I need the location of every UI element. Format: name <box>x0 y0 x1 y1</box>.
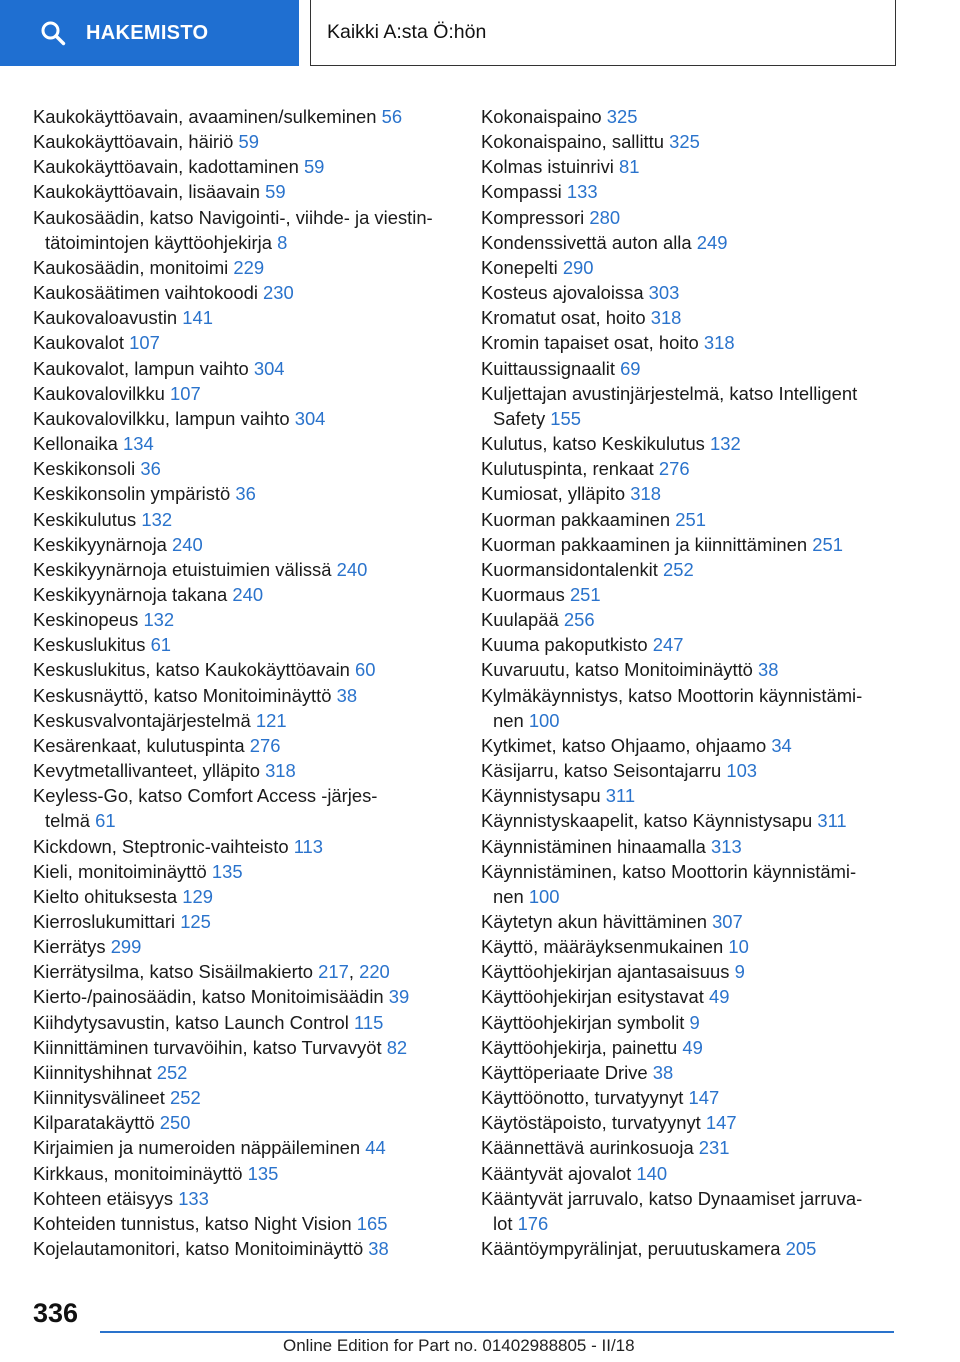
index-term: Kuljettajan avustinjärjestelmä, katso Intelligent <box>481 382 858 404</box>
index-entry <box>33 154 453 179</box>
page-link[interactable]: 229 <box>233 256 265 278</box>
index-term: Kaukovalot, lampun vaihto <box>33 357 249 379</box>
page-link[interactable]: 325 <box>606 106 638 127</box>
page-link[interactable]: 276 <box>658 458 690 480</box>
page-link[interactable]: 141 <box>182 307 213 329</box>
page-link[interactable]: 82 <box>386 1036 408 1058</box>
page-link[interactable]: 38 <box>336 684 358 706</box>
index-entry <box>481 1035 901 1060</box>
index-term: Kääntyvät jarruvalo, katso Dynaamiset jarruva- <box>481 1187 863 1209</box>
index-entry <box>481 1060 901 1085</box>
page-link[interactable]: 69 <box>620 357 641 379</box>
index-term-continuation: tätoimintojen käyttöohjekirja <box>45 231 272 253</box>
index-term: Kuormaus <box>481 583 565 605</box>
page-link[interactable]: 318 <box>265 760 296 782</box>
index-term: Käyttöohjekirjan ajantasaisuus <box>481 961 730 983</box>
index-entry <box>33 1186 453 1211</box>
index-term: Kohteen etäisyys <box>33 1187 174 1209</box>
index-entry <box>33 859 453 884</box>
index-entry <box>481 1010 901 1035</box>
index-entry <box>481 1186 901 1236</box>
index-entry: Kierrätysilma, katso Sisäilmakierto 217, 220 <box>33 961 390 983</box>
index-entry <box>481 507 901 532</box>
index-term: Kromatut osat, hoito <box>481 307 646 329</box>
index-entry <box>481 179 901 204</box>
index-entry <box>33 607 453 632</box>
index-term: Kääntöympyrälinjat, peruutuskamera <box>481 1238 781 1260</box>
index-entry <box>481 381 901 431</box>
index-entry <box>33 783 453 833</box>
index-entry <box>33 179 453 204</box>
index-term: Käytetyn akun hävittäminen <box>481 911 707 932</box>
index-term: Kohteiden tunnistus, katso Night Vision <box>33 1212 352 1234</box>
page-link[interactable]: 240 <box>336 558 368 580</box>
index-term: Kaukokäyttöavain, kadottaminen <box>33 156 299 178</box>
index-entry <box>33 129 453 154</box>
index-entry <box>33 280 453 305</box>
index-entry <box>481 154 901 179</box>
index-entry <box>33 582 453 607</box>
index-entry <box>33 431 453 456</box>
page-link[interactable]: 240 <box>232 583 264 605</box>
page-link[interactable]: 34 <box>771 734 792 756</box>
index-term: Kuulapää <box>481 609 559 631</box>
index-entry <box>33 1010 453 1035</box>
page-link[interactable]: 299 <box>110 936 142 958</box>
index-term: Keskikyynärnoja takana <box>33 583 228 605</box>
index-entry <box>33 683 453 708</box>
index-entry <box>33 1236 453 1261</box>
index-entry <box>481 481 901 506</box>
index-term: Keyless-Go, katso Comfort Access -järjes- <box>33 785 378 807</box>
page-link[interactable]: 318 <box>650 307 682 329</box>
index-entry <box>481 255 901 280</box>
page-link[interactable]: 176 <box>517 1212 549 1234</box>
index-entry <box>33 481 453 506</box>
index-term: Kulutus, katso Keskikulutus <box>481 433 705 455</box>
page-link[interactable]: 140 <box>636 1162 668 1184</box>
page-link[interactable]: 251 <box>812 533 843 555</box>
index-term: Kirkkaus, monitoiminäyttö <box>33 1162 243 1184</box>
page-link[interactable]: 252 <box>170 1087 201 1109</box>
page-link[interactable]: 135 <box>211 860 243 882</box>
index-term: Kytkimet, katso Ohjaamo, ohjaamo <box>481 734 767 756</box>
index-term: Kickdown, Steptronic-vaihteisto <box>33 835 289 857</box>
index-term: Keskikonsoli <box>33 458 136 480</box>
index-column-right <box>481 104 901 1261</box>
index-entry <box>33 507 453 532</box>
page-link[interactable]: 132 <box>710 433 741 455</box>
index-term: Keskikyynärnoja etuistuimien välissä <box>33 558 332 580</box>
page-link[interactable]: 217 <box>318 961 349 983</box>
index-term: Kaukokäyttöavain, häiriö <box>33 131 234 153</box>
index-term-continuation: lot <box>493 1212 513 1234</box>
page-link[interactable]: 49 <box>708 986 730 1008</box>
index-term: Käyttö, määräyksenmukainen <box>481 936 724 958</box>
page-link[interactable]: 38 <box>652 1061 674 1083</box>
page-link[interactable]: 81 <box>618 156 640 178</box>
page-link[interactable]: 49 <box>682 1036 703 1058</box>
index-term: Käsijarru, katso Seisontajarru <box>481 760 722 782</box>
page-link[interactable]: 39 <box>388 986 410 1008</box>
index-entry <box>33 834 453 859</box>
index-entry <box>33 104 453 129</box>
index-entry <box>33 255 453 280</box>
page-link[interactable]: 132 <box>143 609 175 631</box>
index-entry <box>33 406 453 431</box>
index-entry <box>33 330 453 355</box>
page-link[interactable]: 133 <box>178 1187 209 1209</box>
index-term: Kylmäkäynnistys, katso Moottorin käynnistämi- <box>481 684 863 706</box>
index-term: Kiihdytysavustin, katso Launch Control <box>33 1011 349 1033</box>
index-term: Keskinopeus <box>33 609 139 631</box>
page-link[interactable]: 205 <box>785 1238 817 1260</box>
index-term: Kääntyvät ajovalot <box>481 1162 632 1184</box>
index-entry <box>481 456 901 481</box>
index-entry <box>33 1035 453 1060</box>
index-entry <box>481 909 901 934</box>
page-link[interactable]: 60 <box>355 659 376 681</box>
index-term: Kaukosäätimen vaihtokoodi <box>33 282 258 304</box>
index-term: Kosteus ajovaloissa <box>481 282 644 304</box>
index-term: Kaukosäädin, monitoimi <box>33 256 229 278</box>
index-term: Kesärenkaat, kulutuspinta <box>33 734 245 756</box>
index-entry <box>481 1161 901 1186</box>
page-link[interactable]: 249 <box>696 231 728 253</box>
page-link[interactable]: 121 <box>255 709 287 731</box>
page-link[interactable]: 251 <box>675 508 706 530</box>
page-link[interactable]: 38 <box>758 659 779 681</box>
index-term: Kierto-/painosäädin, katso Monitoimisäädin <box>33 986 384 1008</box>
page-link[interactable]: 318 <box>703 332 735 354</box>
index-entry <box>481 959 901 984</box>
index-entry <box>481 1135 901 1160</box>
index-entry <box>33 205 453 255</box>
index-term: Käyttöohjekirjan symbolit <box>481 1011 685 1033</box>
index-term: Kaukovalovilkku <box>33 382 165 404</box>
page-link[interactable]: 134 <box>122 433 154 455</box>
page-link[interactable]: 133 <box>566 181 598 203</box>
page-link[interactable]: 135 <box>247 1162 279 1184</box>
index-term: Kieli, monitoiminäyttö <box>33 860 207 882</box>
index-term: Kuvaruutu, katso Monitoiminäyttö <box>481 659 753 681</box>
index-entry <box>33 356 453 381</box>
page-link[interactable]: 107 <box>129 332 160 354</box>
page-header <box>0 0 960 66</box>
page-link[interactable]: 59 <box>238 131 259 153</box>
index-term: Kaukosäädin, katso Navigointi-, viihde- ja viestin- <box>33 206 433 228</box>
index-term: Keskuslukitus <box>33 634 146 656</box>
footer-divider <box>100 1331 894 1333</box>
index-term: Kolmas istuinrivi <box>481 156 614 178</box>
index-term: Keskuslukitus, katso Kaukokäyttöavain <box>33 659 350 681</box>
index-term: Käynnistyskaapelit, katso Käynnistysapu <box>481 810 813 832</box>
index-entry <box>481 280 901 305</box>
index-term: Käynnistäminen hinaamalla <box>481 835 706 857</box>
index-entry <box>481 104 901 129</box>
index-entry <box>33 884 453 909</box>
index-term: Keskikyynärnoja <box>33 533 167 555</box>
page-link[interactable]: 220 <box>359 961 390 983</box>
index-entry <box>481 934 901 959</box>
page-link[interactable]: 9 <box>689 1011 700 1033</box>
index-entry <box>33 1110 453 1135</box>
index-term: Kiinnityshihnat <box>33 1061 152 1083</box>
index-term: Kevytmetallivanteet, ylläpito <box>33 760 260 782</box>
index-term: Kaukokäyttöavain, avaaminen/sulkeminen <box>33 106 377 127</box>
page-link[interactable]: 256 <box>563 609 595 631</box>
index-entry <box>33 758 453 783</box>
page-link[interactable]: 107 <box>170 382 201 404</box>
index-term: Kierrätysilma, katso Sisäilmakierto <box>33 961 314 983</box>
page-link[interactable]: 318 <box>630 483 661 505</box>
page-link[interactable]: 240 <box>172 533 203 555</box>
index-entry <box>481 758 901 783</box>
page-link[interactable]: 9 <box>734 961 745 983</box>
index-tab[interactable] <box>0 0 299 66</box>
index-entry <box>481 129 901 154</box>
index-term: Kiinnitysvälineet <box>33 1087 165 1109</box>
page-link[interactable]: 247 <box>652 634 684 656</box>
page-link[interactable]: 311 <box>605 785 636 807</box>
index-term: Kuorman pakkaaminen <box>481 508 671 530</box>
index-term: Konepelti <box>481 256 558 278</box>
index-term: Kompressori <box>481 206 585 228</box>
index-entry <box>481 834 901 859</box>
index-entry <box>481 1085 901 1110</box>
index-term: Kellonaika <box>33 433 118 455</box>
page-link[interactable]: 304 <box>294 407 326 429</box>
page-link[interactable]: 59 <box>303 156 325 178</box>
index-entry <box>33 909 453 934</box>
index-term: Kuittaussignaalit <box>481 357 615 379</box>
page-link[interactable]: 155 <box>550 407 581 429</box>
index-entry <box>481 607 901 632</box>
index-term: Käyttöohjekirja, painettu <box>481 1036 678 1058</box>
index-term: Kiinnittäminen turvavöihin, katso Turvavyöt <box>33 1036 382 1058</box>
index-column-left <box>33 104 453 1261</box>
page-link[interactable]: 290 <box>562 256 594 278</box>
page-link[interactable]: 8 <box>277 231 288 253</box>
index-entry <box>481 984 901 1009</box>
index-term: Kokonaispaino <box>481 106 602 127</box>
index-term-continuation: nen <box>493 885 524 907</box>
page-link[interactable]: 304 <box>253 357 285 379</box>
page-link[interactable]: 165 <box>356 1212 388 1234</box>
page-link[interactable]: 100 <box>528 709 560 731</box>
index-term: Käännettävä aurinkosuoja <box>481 1137 694 1159</box>
index-entry <box>33 1211 453 1236</box>
page-link[interactable]: 44 <box>365 1137 386 1159</box>
index-entry <box>481 1236 901 1261</box>
page-link[interactable]: 311 <box>817 810 847 832</box>
page-link[interactable]: 36 <box>140 458 161 480</box>
index-term-continuation: Safety <box>493 407 546 429</box>
index-term: Kuormansidontalenkit <box>481 558 658 580</box>
edition-note: Online Edition for Part no. 01402988805 - II/18 <box>283 1336 635 1355</box>
page-link[interactable]: 250 <box>159 1112 191 1134</box>
index-term: Kilparatakäyttö <box>33 1112 155 1134</box>
page-link[interactable]: 115 <box>354 1011 384 1033</box>
index-entry <box>33 1135 453 1160</box>
page-link[interactable]: 36 <box>235 483 256 505</box>
index-term: Kokonaispaino, sallittu <box>481 131 664 153</box>
page-link[interactable]: 252 <box>662 558 694 580</box>
index-entry <box>33 934 453 959</box>
index-term: Kaukovalot <box>33 332 124 354</box>
index-term: Käynnistysapu <box>481 785 601 807</box>
index-entry <box>481 808 901 833</box>
index-entry <box>481 859 901 909</box>
index-term: Kumiosat, ylläpito <box>481 483 626 505</box>
index-entry <box>481 1110 901 1135</box>
index-term: Kielto ohituksesta <box>33 885 178 907</box>
index-entry <box>33 557 453 582</box>
page-link[interactable]: 276 <box>249 734 281 756</box>
index-term: Kaukovaloavustin <box>33 307 178 329</box>
page-link[interactable]: 280 <box>589 206 621 228</box>
index-entry <box>33 708 453 733</box>
page-link[interactable]: 313 <box>711 835 742 857</box>
page-link[interactable]: 100 <box>528 885 560 907</box>
index-term: Kojelautamonitori, katso Monitoiminäyttö <box>33 1238 364 1260</box>
index-entry <box>481 632 901 657</box>
index-term: Kuuma pakoputkisto <box>481 634 648 656</box>
index-entry <box>33 657 453 682</box>
index-term: Kondenssivettä auton alla <box>481 231 692 253</box>
index-term: Keskikulutus <box>33 508 137 530</box>
page-link[interactable]: 10 <box>728 936 749 958</box>
index-entry <box>33 733 453 758</box>
index-term: Käytöstäpoisto, turvatyynyt <box>481 1112 701 1134</box>
page-link[interactable]: 251 <box>569 583 601 605</box>
index-term: Kirjaimien ja numeroiden näppäileminen <box>33 1137 361 1159</box>
index-entry <box>481 431 901 456</box>
page-link[interactable]: 230 <box>263 282 294 304</box>
index-entry <box>481 230 901 255</box>
index-entry <box>33 632 453 657</box>
index-tab-label: HAKEMISTO <box>86 21 209 44</box>
index-term: Kaukovalovilkku, lampun vaihto <box>33 407 290 429</box>
index-entry <box>33 1161 453 1186</box>
index-term: Keskusnäyttö, katso Monitoiminäyttö <box>33 684 332 706</box>
index-term: Käyttöohjekirjan esitystavat <box>481 986 704 1008</box>
page-link[interactable]: 231 <box>698 1137 730 1159</box>
page-link[interactable]: 125 <box>180 911 211 932</box>
page-link[interactable]: 59 <box>265 181 286 203</box>
index-term-continuation: telmä <box>45 810 90 832</box>
page-link[interactable]: 325 <box>669 131 700 153</box>
index-entry <box>481 733 901 758</box>
index-term: Kuorman pakkaaminen ja kiinnittäminen <box>481 533 808 555</box>
search-icon <box>40 20 66 46</box>
page-link[interactable]: 129 <box>182 885 213 907</box>
index-term: Kaukokäyttöavain, lisäavain <box>33 181 260 203</box>
index-entry <box>33 1060 453 1085</box>
page-link[interactable]: 103 <box>726 760 758 782</box>
index-entry <box>481 356 901 381</box>
index-entry <box>481 532 901 557</box>
page-link[interactable]: 147 <box>688 1087 720 1109</box>
page-link[interactable]: 303 <box>648 282 680 304</box>
index-term: Käyttöönotto, turvatyynyt <box>481 1087 684 1109</box>
page-link[interactable]: 132 <box>141 508 173 530</box>
index-term: Keskusvalvontajärjestelmä <box>33 709 251 731</box>
index-entry <box>33 1085 453 1110</box>
index-term: Kulutuspinta, renkaat <box>481 458 654 480</box>
index-entry <box>33 532 453 557</box>
index-term: Käyttöperiaate Drive <box>481 1061 648 1083</box>
index-term-continuation: nen <box>493 709 524 731</box>
page-link[interactable]: 147 <box>705 1112 737 1134</box>
index-entry <box>481 305 901 330</box>
index-term: Keskikonsolin ympäristö <box>33 483 231 505</box>
page-link[interactable]: 61 <box>95 810 116 832</box>
index-entry <box>33 456 453 481</box>
page-link[interactable]: 38 <box>368 1238 389 1260</box>
index-term: Kompassi <box>481 181 562 203</box>
index-term: Kierrätys <box>33 936 106 958</box>
index-entry <box>33 305 453 330</box>
page-link[interactable]: 56 <box>381 106 403 127</box>
index-entry <box>33 984 453 1009</box>
index-term: Käynnistäminen, katso Moottorin käynnistämi- <box>481 860 857 882</box>
index-entry <box>481 683 901 733</box>
index-entry <box>481 205 901 230</box>
index-entry <box>33 381 453 406</box>
index-term: Kierroslukumittari <box>33 911 176 932</box>
index-entry <box>481 657 901 682</box>
page-link[interactable]: 61 <box>150 634 172 656</box>
page-link[interactable]: 252 <box>156 1061 188 1083</box>
page-number: 336 <box>33 1298 79 1328</box>
section-title: Kaikki A:sta Ö:hön <box>310 0 896 66</box>
index-entry <box>481 582 901 607</box>
index-entry <box>481 783 901 808</box>
index-term: Kromin tapaiset osat, hoito <box>481 332 699 354</box>
index-entry <box>481 557 901 582</box>
page-link[interactable]: 113 <box>293 835 324 857</box>
index-entry <box>481 330 901 355</box>
page-link[interactable]: 307 <box>712 911 743 932</box>
